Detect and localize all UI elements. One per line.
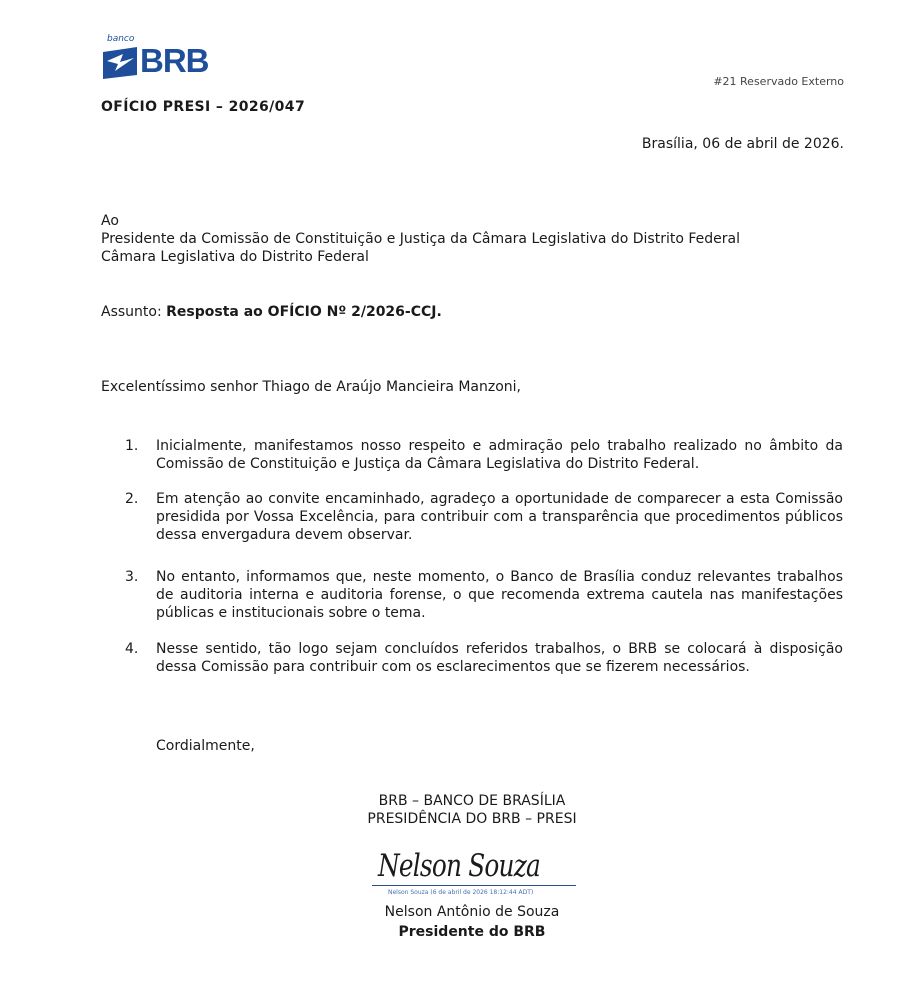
- brb-logo-icon: [103, 45, 137, 79]
- signer-name: Nelson Antônio de Souza: [384, 904, 560, 920]
- brb-logo: [103, 34, 213, 84]
- subject-line: [101, 303, 442, 321]
- signature-stamp: Nelson Souza (6 de abril de 2026 18:12:44 ADT): [388, 889, 534, 896]
- recipient-block: [101, 212, 740, 266]
- item-text: Inicialmente, manifestamos nosso respeito e admiração pelo trabalho realizado no âmbito da Comissão de Constituição e Justiça da Câmara Legislativa do Distrito Federal.: [156, 438, 843, 472]
- subject-label: Assunto:: [101, 304, 167, 320]
- organization-block: [308, 792, 636, 828]
- recipient-line: Presidente da Comissão de Constituição e Justiça da Câmara Legislativa do Distrito Federal: [101, 231, 740, 247]
- item-text: Em atenção ao convite encaminhado, agradeço a oportunidade de comparecer a esta Comissão presidida por Vossa Excelência, para contribuir com a transparência que procedimentos públicos dessa envergadura devem observar.: [156, 491, 843, 543]
- letter-date: Brasília, 06 de abril de 2026.: [641, 136, 844, 152]
- closing: Cordialmente,: [156, 738, 255, 754]
- organization-line: PRESIDÊNCIA DO BRB – PRESI: [367, 811, 577, 827]
- organization-line: BRB – BANCO DE BRASÍLIA: [378, 793, 566, 809]
- item-text: No entanto, informamos que, neste momento, o Banco de Brasília conduz relevantes trabalhos de auditoria interna e auditoria forense, o que recomenda extrema cautela nas manifestações públicas e institucionais sobre o tema.: [156, 569, 843, 621]
- signer-title: Presidente do BRB: [398, 924, 546, 940]
- item-text: Nesse sentido, tão logo sejam concluídos referidos trabalhos, o BRB se colocará à disposição dessa Comissão para contribuir com os esclarecimentos que se fizerem necessários.: [156, 641, 843, 675]
- item-number: 2.: [125, 491, 139, 507]
- oficio-number: OFÍCIO PRESI – 2026/047: [101, 99, 306, 115]
- classification-label: #21 Reservado Externo: [713, 75, 844, 88]
- recipient-line: Câmara Legislativa do Distrito Federal: [101, 249, 369, 265]
- item-number: 1.: [125, 438, 139, 454]
- signature-block: [368, 848, 578, 904]
- item-number: 3.: [125, 569, 139, 585]
- greeting: Excelentíssimo senhor Thiago de Araújo Mancieira Manzoni,: [101, 379, 522, 395]
- signature-line: [372, 885, 576, 886]
- subject-text: Resposta ao OFÍCIO Nº 2/2026-CCJ.: [166, 304, 442, 320]
- recipient-line: Ao: [101, 213, 119, 229]
- handwritten-signature: Nelson Souza: [378, 848, 540, 884]
- logo-brand-text: BRB: [140, 42, 209, 79]
- item-number: 4.: [125, 641, 139, 657]
- logo-small-text: banco: [107, 34, 135, 44]
